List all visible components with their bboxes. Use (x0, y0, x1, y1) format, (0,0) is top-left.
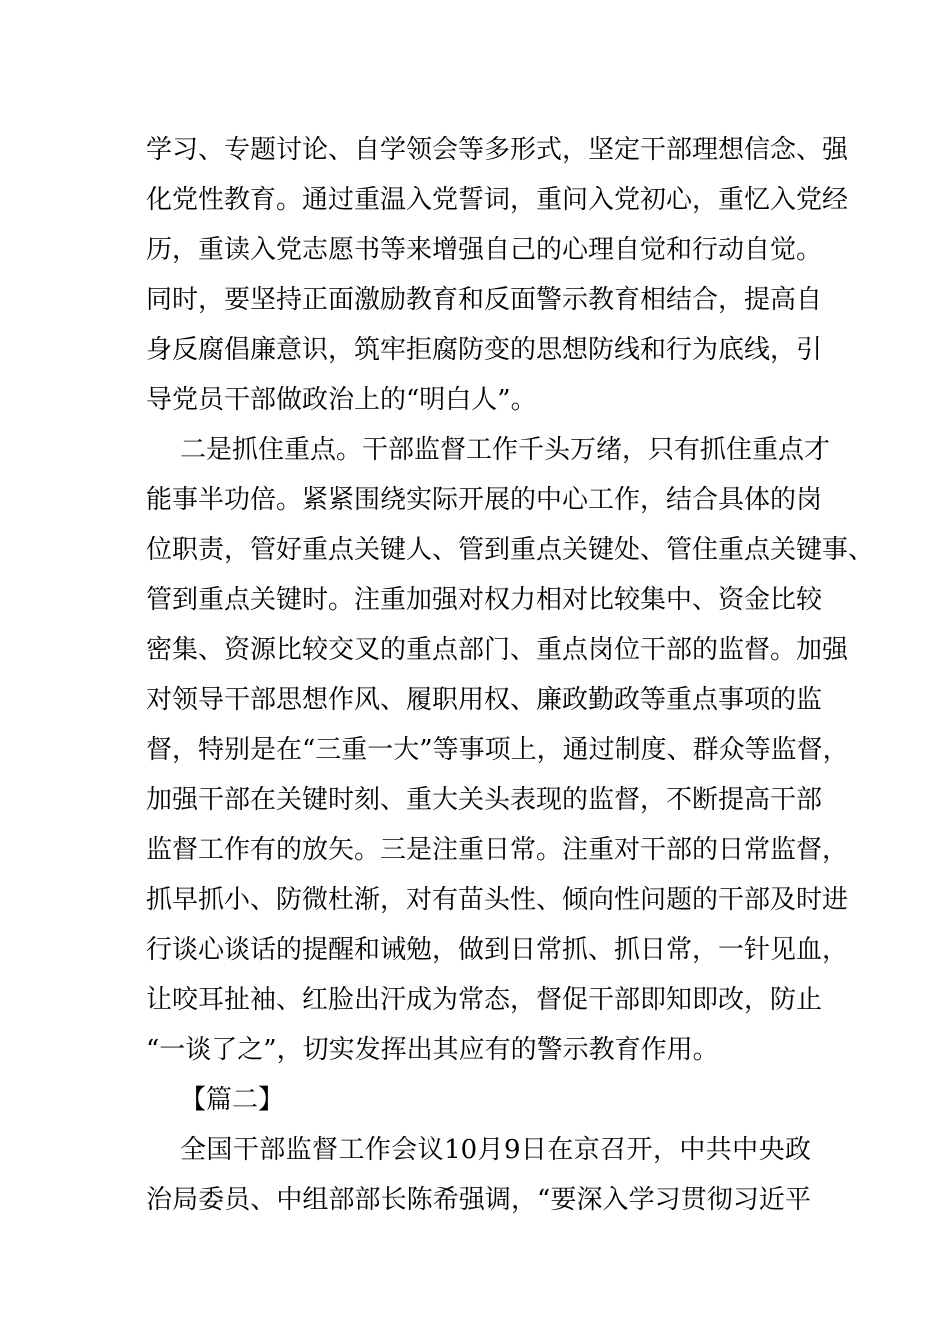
paragraph-first-line: 全国干部监督工作会议10月9日在京召开，中共中央政 (180, 1135, 811, 1165)
paragraph-line: 同时，要坚持正面激励教育和反面警示教育相结合，提高自 (146, 285, 823, 315)
paragraph-line: “一谈了之”，切实发挥出其应有的警示教育作用。 (146, 1035, 719, 1065)
paragraph-line: 加强干部在关键时刻、重大关头表现的监督，不断提高干部 (146, 785, 823, 815)
paragraph-line: 监督工作有的放矢。三是注重日常。注重对干部的日常监督， (146, 835, 849, 865)
paragraph-line: 治局委员、中组部部长陈希强调，“要深入学习贯彻习近平 (146, 1185, 811, 1215)
paragraph-line: 学习、专题讨论、自学领会等多形式，坚定干部理想信念、强 (146, 135, 849, 165)
paragraph-first-line: 二是抓住重点。干部监督工作千头万绪，只有抓住重点才 (180, 435, 831, 465)
paragraph-line: 对领导干部思想作风、履职用权、廉政勤政等重点事项的监 (146, 685, 823, 715)
paragraph-line: 化党性教育。通过重温入党誓词，重问入党初心，重忆入党经 (146, 185, 849, 215)
paragraph-line: 位职责，管好重点关键人、管到重点关键处、管住重点关键事、 (146, 535, 875, 565)
paragraph-line: 身反腐倡廉意识，筑牢拒腐防变的思想防线和行为底线，引 (146, 335, 823, 365)
paragraph-line: 行谈心谈话的提醒和诫勉，做到日常抓、抓日常，一针见血， (146, 935, 849, 965)
paragraph-line: 导党员干部做政治上的“明白人”。 (146, 385, 537, 415)
paragraph-line: 密集、资源比较交叉的重点部门、重点岗位干部的监督。加强 (146, 635, 849, 665)
section-heading: 【篇二】 (180, 1085, 285, 1115)
paragraph-line: 管到重点关键时。注重加强对权力相对比较集中、资金比较 (146, 585, 823, 615)
paragraph-line: 能事半功倍。紧紧围绕实际开展的中心工作，结合具体的岗 (146, 485, 823, 515)
paragraph-line: 督，特别是在“三重一大”等事项上，通过制度、群众等监督， (146, 735, 849, 765)
paragraph-line: 抓早抓小、防微杜渐，对有苗头性、倾向性问题的干部及时进 (146, 885, 849, 915)
paragraph-line: 让咬耳扯袖、红脸出汗成为常态，督促干部即知即改，防止 (146, 985, 823, 1015)
paragraph-line: 历，重读入党志愿书等来增强自己的心理自觉和行动自觉。 (146, 235, 823, 265)
